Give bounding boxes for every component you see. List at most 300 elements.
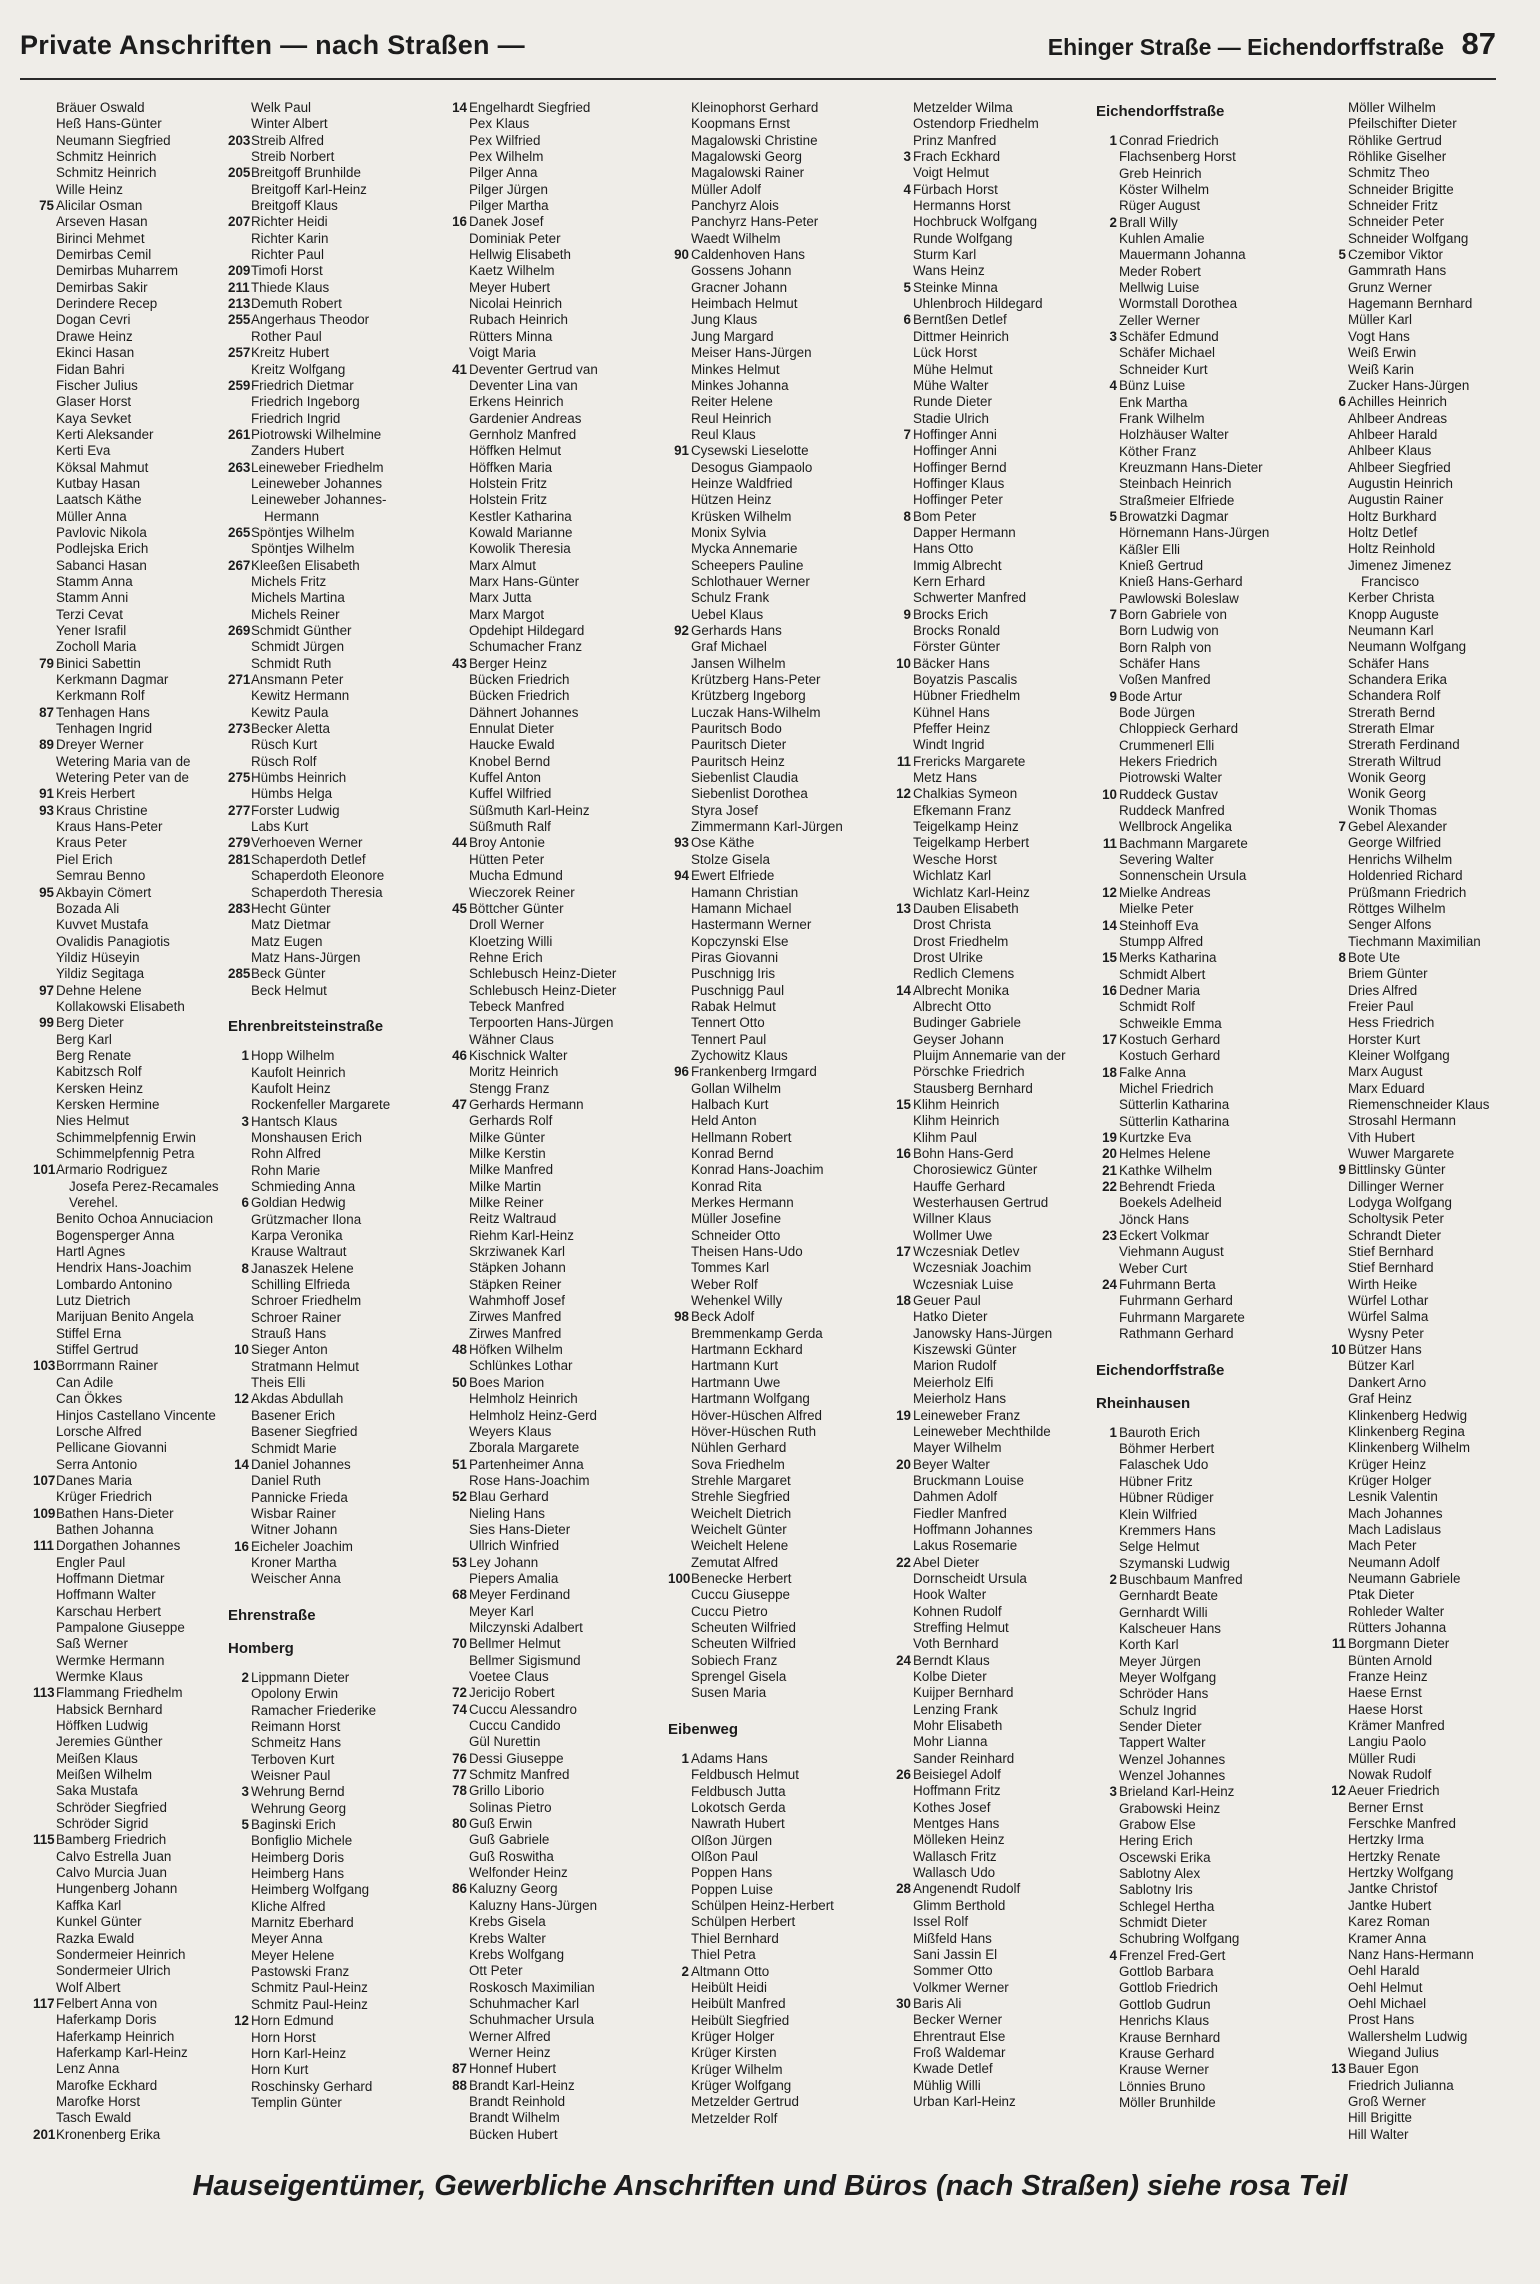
resident-entry <box>668 198 880 214</box>
house-number: 8 <box>241 1260 249 1276</box>
resident-entry <box>1325 688 1537 704</box>
resident-entry <box>890 1293 1102 1309</box>
resident-entry <box>446 149 658 165</box>
resident-entry <box>668 1571 880 1587</box>
resident-name: Hopp Wilhelm <box>251 1048 335 1064</box>
house-number: 68 <box>452 1587 467 1603</box>
resident-name: Marnitz Eberhard <box>251 1915 354 1931</box>
spacer <box>1096 1342 1308 1358</box>
resident-name: Susen Maria <box>691 1685 767 1701</box>
resident-entry <box>890 737 1102 753</box>
resident-entry <box>1325 280 1537 296</box>
resident-name: Kreis Herbert <box>56 786 135 802</box>
resident-entry <box>1325 525 1537 541</box>
resident-name: Geuer Paul <box>913 1293 981 1309</box>
directory-column <box>33 100 245 2143</box>
resident-entry <box>228 786 440 802</box>
resident-entry <box>446 1162 658 1178</box>
resident-entry <box>446 819 658 835</box>
resident-name: Voth Bernhard <box>913 1636 999 1652</box>
resident-entry <box>228 1114 440 1130</box>
resident-entry <box>446 492 658 508</box>
resident-entry <box>228 1571 440 1587</box>
resident-entry <box>668 1751 880 1767</box>
resident-entry <box>1325 1032 1537 1048</box>
resident-entry <box>1096 819 1308 835</box>
resident-entry <box>33 558 245 574</box>
house-number: 79 <box>39 655 54 671</box>
resident-name: Wczesniak Detlev <box>913 1244 1020 1260</box>
resident-entry <box>1096 1539 1308 1555</box>
resident-name: Theis Elli <box>251 1375 306 1391</box>
resident-name: Sütterlin Katharina <box>1119 1097 1230 1113</box>
house-number: 16 <box>1102 982 1117 998</box>
house-number: 12 <box>234 1391 249 1407</box>
resident-entry <box>228 754 440 770</box>
house-number: 44 <box>452 835 467 851</box>
resident-entry <box>668 460 880 476</box>
resident-name: Weiß Karin <box>1348 361 1414 377</box>
resident-name: Welfonder Heinz <box>469 1865 568 1881</box>
house-number: 281 <box>228 851 251 867</box>
resident-entry <box>1096 1277 1308 1293</box>
resident-entry <box>668 1293 880 1309</box>
resident-name: Derindere Recep <box>56 296 158 312</box>
resident-entry <box>33 1636 245 1652</box>
resident-entry <box>33 1195 245 1211</box>
resident-entry <box>1096 444 1308 460</box>
resident-entry <box>33 623 245 639</box>
house-number: 93 <box>39 802 54 818</box>
resident-entry <box>446 1734 658 1750</box>
resident-entry <box>890 1653 1102 1669</box>
resident-name: Voigt Helmut <box>913 165 989 181</box>
resident-name: Hellwig Elisabeth <box>469 247 571 263</box>
resident-entry <box>1325 1326 1537 1342</box>
resident-name: Schimmelpfennig Erwin <box>56 1129 196 1145</box>
resident-name: Schneider Kurt <box>1119 361 1208 377</box>
resident-name: Panchyrz Hans-Peter <box>691 214 819 230</box>
resident-name: Winter Albert <box>251 116 328 132</box>
resident-name: Müller Rudi <box>1348 1750 1416 1766</box>
header-rule <box>20 78 1496 80</box>
resident-name: Schmidt Albert <box>1119 966 1206 982</box>
house-number: 6 <box>1338 394 1346 410</box>
resident-entry <box>668 1391 880 1407</box>
resident-entry <box>668 786 880 802</box>
resident-name: Pannicke Frieda <box>251 1489 348 1505</box>
resident-entry <box>1325 1783 1537 1799</box>
resident-name: Henrichs Klaus <box>1119 2013 1210 2029</box>
resident-name: Nieling Hans <box>469 1505 545 1521</box>
resident-name: Verhoeven Werner <box>251 835 363 851</box>
resident-name: Wirth Heike <box>1348 1276 1418 1292</box>
resident-entry <box>228 770 440 786</box>
house-number: 78 <box>452 1783 467 1799</box>
house-number: 99 <box>39 1015 54 1031</box>
resident-name: Mohr Lianna <box>913 1734 988 1750</box>
resident-name: Rüger August <box>1119 198 1201 214</box>
resident-entry <box>33 345 245 361</box>
resident-entry <box>446 623 658 639</box>
resident-name: Efkemann Franz <box>913 802 1012 818</box>
resident-entry <box>228 1195 440 1211</box>
resident-entry <box>1325 1865 1537 1881</box>
resident-name: Helmholz Heinrich <box>469 1391 578 1407</box>
resident-entry <box>228 1931 440 1947</box>
resident-entry <box>668 541 880 557</box>
resident-name: Schrandt Dieter <box>1348 1227 1442 1243</box>
resident-entry <box>228 1244 440 1260</box>
resident-entry <box>33 1489 245 1505</box>
resident-entry <box>1325 1571 1537 1587</box>
resident-name: Bote Ute <box>1348 949 1401 965</box>
resident-name: Rother Paul <box>251 328 322 344</box>
resident-name: Dahmen Adolf <box>913 1489 998 1505</box>
resident-name: Templin Günter <box>251 2094 342 2110</box>
resident-name: Hungenberg Johann <box>56 1881 178 1897</box>
resident-name: Berntßen Detlef <box>913 312 1007 328</box>
resident-name: Francisco <box>1361 573 1420 589</box>
resident-name: Lönnies Bruno <box>1119 2078 1206 2094</box>
resident-name: Dähnert Johannes <box>469 704 579 720</box>
resident-name: Kliche Alfred <box>251 1898 326 1914</box>
resident-entry <box>446 443 658 459</box>
resident-name: Spöntjes Wilhelm <box>251 541 355 557</box>
resident-entry <box>446 1636 658 1652</box>
resident-entry <box>890 1931 1102 1947</box>
resident-name: Henrichs Wilhelm <box>1348 851 1453 867</box>
resident-entry <box>228 460 440 476</box>
resident-entry <box>1096 198 1308 214</box>
resident-entry <box>1096 215 1308 231</box>
resident-name: Ose Käthe <box>691 835 755 851</box>
resident-entry <box>890 509 1102 525</box>
resident-entry <box>668 1996 880 2012</box>
resident-name: Guß Erwin <box>469 1816 533 1832</box>
resident-name: Demuth Robert <box>251 296 342 312</box>
resident-entry <box>33 149 245 165</box>
resident-entry <box>228 721 440 737</box>
resident-name: Born Ludwig von <box>1119 623 1219 639</box>
resident-name: Krüger Kirsten <box>691 2045 777 2061</box>
resident-name: Selge Helmut <box>1119 1539 1200 1555</box>
resident-name: Rüsch Kurt <box>251 737 318 753</box>
house-number: 12 <box>1102 884 1117 900</box>
resident-name: Hoffmann Fritz <box>913 1783 1001 1799</box>
house-number: 43 <box>452 655 467 671</box>
house-number: 259 <box>228 377 251 393</box>
resident-entry <box>890 672 1102 688</box>
resident-entry <box>228 2030 440 2046</box>
resident-name: Wans Heinz <box>913 263 985 279</box>
resident-entry <box>1325 427 1537 443</box>
resident-entry <box>1325 198 1537 214</box>
resident-entry <box>890 1881 1102 1897</box>
resident-entry <box>668 885 880 901</box>
resident-name: Kronenberg Erika <box>56 2126 161 2142</box>
resident-name: Breitgoff Klaus <box>251 198 338 214</box>
house-number: 3 <box>903 149 911 165</box>
resident-name: Wallershelm Ludwig <box>1348 2028 1468 2044</box>
resident-entry <box>890 1277 1102 1293</box>
resident-name: Stumpp Alfred <box>1119 933 1204 949</box>
resident-entry <box>890 231 1102 247</box>
resident-entry <box>1325 1358 1537 1374</box>
resident-name: Beyer Walter <box>913 1456 990 1472</box>
resident-name: Straßmeier Elfriede <box>1119 492 1235 508</box>
house-number: 97 <box>39 982 54 998</box>
resident-name: Milke Günter <box>469 1129 545 1145</box>
resident-name: Lombardo Antonino <box>56 1276 173 1292</box>
resident-name: Hoffinger Bernd <box>913 459 1007 475</box>
resident-entry <box>446 1604 658 1620</box>
resident-name: Ott Peter <box>469 1963 523 1979</box>
resident-entry <box>1096 329 1308 345</box>
resident-entry <box>890 149 1102 165</box>
resident-entry <box>228 165 440 181</box>
resident-entry <box>890 2061 1102 2077</box>
resident-name: Rohleder Walter <box>1348 1603 1445 1619</box>
resident-entry <box>1325 1767 1537 1783</box>
house-number: 9 <box>1338 1162 1346 1178</box>
house-number: 255 <box>228 312 251 328</box>
resident-name: Lakus Rosemarie <box>913 1538 1018 1554</box>
house-number: 4 <box>1109 1947 1117 1963</box>
resident-name: Pex Wilfried <box>469 132 541 148</box>
resident-name: Zeller Werner <box>1119 312 1200 328</box>
resident-entry <box>890 623 1102 639</box>
resident-name: Wolf Albert <box>56 1979 121 1995</box>
resident-entry <box>228 1752 440 1768</box>
resident-name: Bonfiglio Michele <box>251 1833 353 1849</box>
resident-name: Stäpken Johann <box>469 1260 566 1276</box>
resident-entry <box>668 263 880 279</box>
resident-entry <box>1325 623 1537 639</box>
resident-name: Krüger Holger <box>1348 1472 1432 1488</box>
resident-name: Haferkamp Doris <box>56 2012 157 2028</box>
resident-entry <box>228 443 440 459</box>
resident-name: Hümbs Heinrich <box>251 770 347 786</box>
house-number: 1 <box>1109 1424 1117 1440</box>
resident-entry <box>1096 1490 1308 1506</box>
resident-name: Steinbach Heinrich <box>1119 476 1232 492</box>
resident-entry <box>446 133 658 149</box>
resident-entry <box>890 1767 1102 1783</box>
house-number: 41 <box>452 361 467 377</box>
house-number: 10 <box>1102 786 1117 802</box>
resident-name: Lorsche Alfred <box>56 1423 142 1439</box>
resident-name: Karpa Veronika <box>251 1228 343 1244</box>
resident-entry <box>1325 476 1537 492</box>
resident-name: Hertzky Wolfgang <box>1348 1865 1454 1881</box>
house-number: 96 <box>674 1064 689 1080</box>
resident-entry <box>446 1996 658 2012</box>
resident-name: Thiede Klaus <box>251 279 330 295</box>
resident-name: Weber Curt <box>1119 1260 1188 1276</box>
resident-entry <box>228 1342 440 1358</box>
resident-entry <box>1096 787 1308 803</box>
resident-entry <box>228 1375 440 1391</box>
resident-entry <box>1096 133 1308 149</box>
resident-entry <box>1096 1915 1308 1931</box>
resident-name: Reitz Waltraud <box>469 1211 557 1227</box>
resident-name: Fischer Julius <box>56 377 138 393</box>
resident-entry <box>446 1064 658 1080</box>
resident-entry <box>1325 1685 1537 1701</box>
resident-name: Hartmann Eckhard <box>691 1342 803 1358</box>
house-number: 2 <box>681 1963 689 1979</box>
resident-name: Hoffinger Peter <box>913 492 1003 508</box>
resident-name: Goldian Hedwig <box>251 1195 346 1211</box>
resident-entry <box>890 1783 1102 1799</box>
resident-entry <box>228 280 440 296</box>
resident-name: Krützberg Hans-Peter <box>691 672 821 688</box>
resident-entry <box>668 1522 880 1538</box>
resident-name: Marofke Horst <box>56 2093 141 2109</box>
resident-name: Dankert Arno <box>1348 1374 1427 1390</box>
spacer <box>228 1588 440 1604</box>
resident-entry <box>228 100 440 116</box>
resident-entry <box>1096 2079 1308 2095</box>
resident-name: Olßon Paul <box>691 1849 758 1865</box>
resident-entry <box>33 1702 245 1718</box>
resident-name: Armario Rodriguez <box>56 1162 168 1178</box>
resident-entry <box>668 345 880 361</box>
resident-name: Kloetzing Willi <box>469 933 553 949</box>
resident-name: Buschbaum Manfred <box>1119 1571 1243 1587</box>
resident-entry <box>446 247 658 263</box>
resident-name: Förster Günter <box>913 639 1001 655</box>
resident-name: Birinci Mehmet <box>56 230 145 246</box>
resident-name: Kowald Marianne <box>469 524 573 540</box>
resident-entry <box>890 1081 1102 1097</box>
resident-name: Aeuer Friedrich <box>1348 1783 1440 1799</box>
resident-name: Richter Paul <box>251 247 324 263</box>
resident-entry <box>446 1179 658 1195</box>
resident-name: Möller Wilhelm <box>1348 100 1436 115</box>
resident-entry <box>1325 737 1537 753</box>
resident-name: Sütterlin Katharina <box>1119 1113 1230 1129</box>
resident-entry <box>1096 460 1308 476</box>
resident-name: Voigt Maria <box>469 345 536 361</box>
resident-name: Hartmann Kurt <box>691 1358 779 1374</box>
resident-entry <box>33 2029 245 2045</box>
house-number: 50 <box>452 1374 467 1390</box>
house-number: 20 <box>896 1456 911 1472</box>
resident-name: Yildiz Hüseyin <box>56 949 140 965</box>
resident-name: Gebel Alexander <box>1348 819 1448 835</box>
resident-name: Marijuan Benito Angela <box>56 1309 194 1325</box>
resident-name: Michel Friedrich <box>1119 1080 1214 1096</box>
resident-name: Bünz Luise <box>1119 378 1186 394</box>
resident-name: Bittlinsky Günter <box>1348 1162 1446 1178</box>
resident-name: Bamberg Friedrich <box>56 1832 167 1848</box>
resident-name: Knieß Gertrud <box>1119 557 1204 573</box>
resident-entry <box>33 263 245 279</box>
resident-entry <box>890 2094 1102 2110</box>
resident-entry <box>228 1146 440 1162</box>
resident-entry <box>668 1342 880 1358</box>
resident-name: Scheuten Wilfried <box>691 1619 796 1635</box>
resident-name: Mach Johannes <box>1348 1505 1443 1521</box>
resident-name: Horn Horst <box>251 2029 316 2045</box>
resident-entry <box>446 852 658 868</box>
resident-name: Mayer Wilhelm <box>913 1440 1002 1456</box>
resident-name: Drawe Heinz <box>56 328 133 344</box>
resident-name: Strerath Wiltrud <box>1348 753 1442 769</box>
resident-entry <box>668 1309 880 1325</box>
resident-entry <box>33 1800 245 1816</box>
resident-name: Oehl Harald <box>1348 1963 1420 1979</box>
resident-name: Hamann Christian <box>691 884 799 900</box>
resident-entry <box>1325 2061 1537 2077</box>
resident-entry <box>668 525 880 541</box>
resident-name: Leineweber Friedhelm <box>251 459 384 475</box>
resident-name: Briem Günter <box>1348 966 1428 982</box>
resident-name: Merks Katharina <box>1119 950 1217 966</box>
resident-entry <box>890 705 1102 721</box>
resident-entry <box>668 835 880 851</box>
house-number: 111 <box>33 1538 54 1554</box>
resident-name: Feldbusch Helmut <box>691 1767 799 1783</box>
resident-entry <box>446 509 658 525</box>
resident-name: Freier Paul <box>1348 998 1414 1014</box>
resident-entry <box>446 427 658 443</box>
house-number: 22 <box>1102 1179 1117 1194</box>
resident-entry <box>890 1228 1102 1244</box>
footer-note: Hauseigentümer, Gewerbliche Anschriften und Büros (nach Straßen) siehe rosa Teil <box>192 2170 1348 2202</box>
house-number: 209 <box>228 263 251 279</box>
resident-name: Piotrowski Walter <box>1119 770 1222 786</box>
house-number: 13 <box>896 900 911 916</box>
resident-entry <box>1096 542 1308 558</box>
resident-name: Lokotsch Gerda <box>691 1800 786 1816</box>
resident-name: Tenhagen Hans <box>56 704 150 720</box>
resident-entry <box>446 1653 658 1669</box>
resident-entry <box>668 1228 880 1244</box>
resident-entry <box>446 672 658 688</box>
resident-name: Jantke Hubert <box>1348 1897 1432 1913</box>
resident-entry <box>890 296 1102 312</box>
resident-name: Ahlbeer Andreas <box>1348 410 1448 426</box>
resident-entry <box>1096 1605 1308 1621</box>
resident-entry <box>890 1244 1102 1260</box>
resident-name: Krüsken Wilhelm <box>691 508 792 524</box>
house-number: 19 <box>896 1407 911 1423</box>
resident-entry <box>668 770 880 786</box>
resident-entry <box>1096 1425 1308 1441</box>
resident-name: Baginski Erich <box>251 1817 336 1833</box>
resident-name: Bauroth Erich <box>1119 1424 1201 1440</box>
resident-name: George Wilfried <box>1348 835 1442 851</box>
resident-name: Konrad Rita <box>691 1178 762 1194</box>
resident-entry <box>1325 1604 1537 1620</box>
resident-entry <box>446 770 658 786</box>
resident-name: Gül Nurettin <box>469 1734 541 1750</box>
street-heading: Ehrenbreitsteinstraße <box>228 1018 384 1036</box>
resident-name: Gottlob Gudrun <box>1119 1996 1211 2012</box>
resident-entry <box>1325 1211 1537 1227</box>
resident-name: Windt Ingrid <box>913 737 985 753</box>
resident-entry <box>33 411 245 427</box>
resident-name: Ptak Dieter <box>1348 1587 1415 1603</box>
resident-entry <box>1096 525 1308 541</box>
house-number: 207 <box>228 214 251 230</box>
resident-entry <box>668 1767 880 1783</box>
resident-entry <box>1325 2110 1537 2126</box>
resident-entry <box>668 1865 880 1881</box>
